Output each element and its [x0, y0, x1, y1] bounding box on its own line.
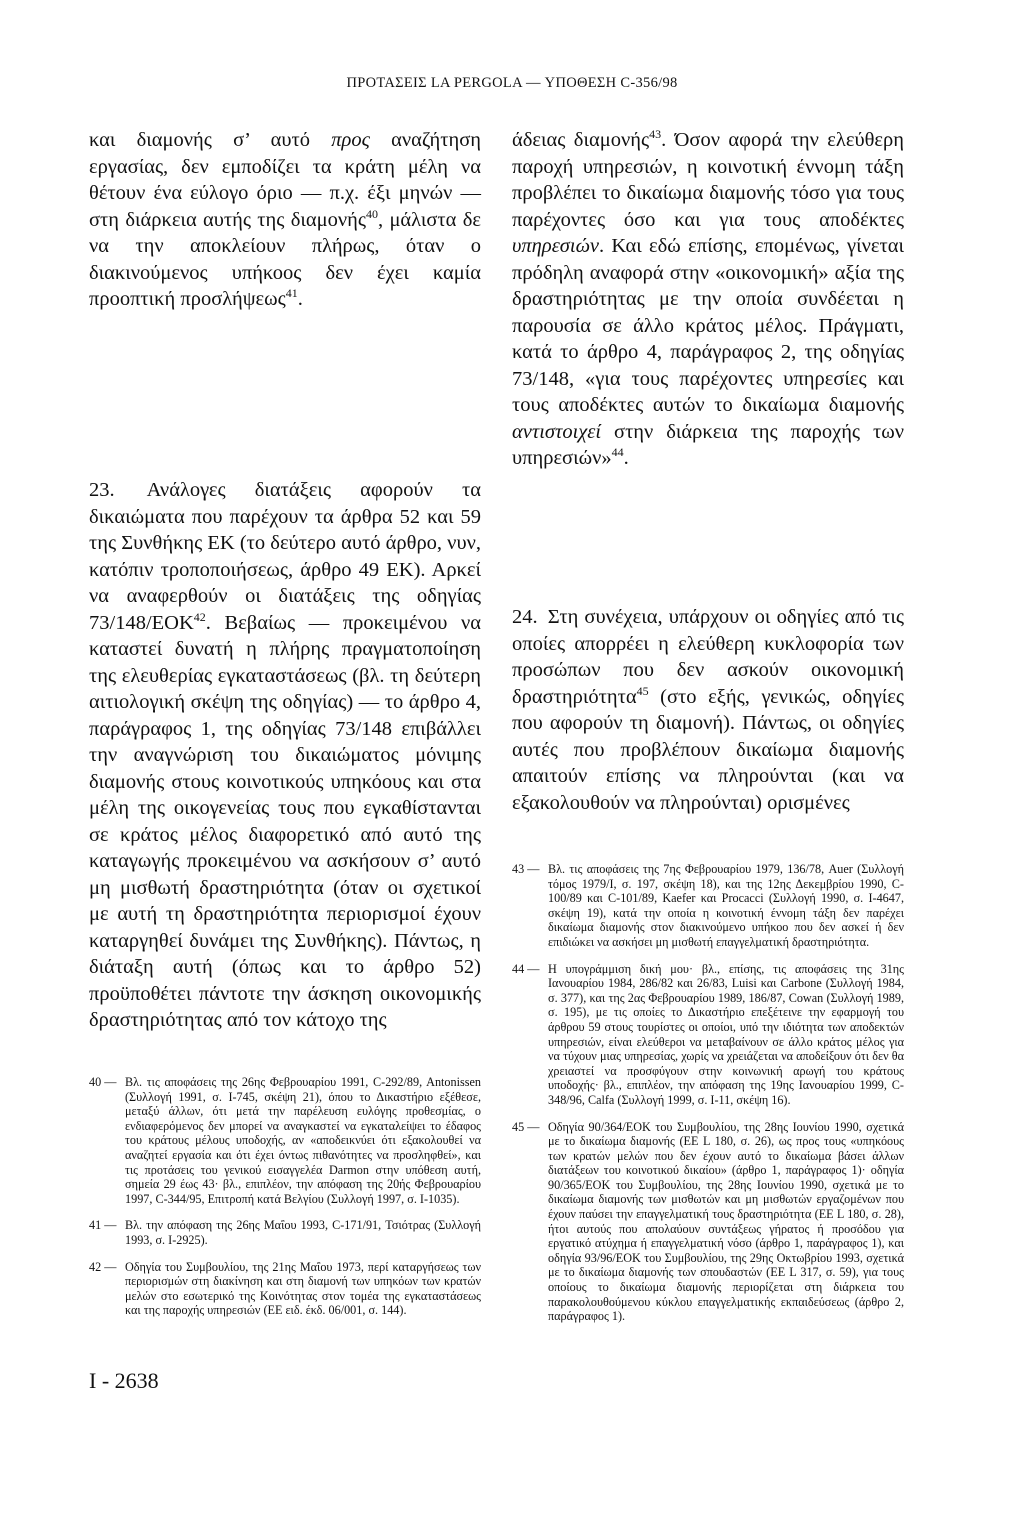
left-column-top: [89, 127, 481, 313]
paragraph-24: 24. Στη συνέχεια, υπάρχουν οι οδηγίες από τις οποίες απορρέει η ελεύθερη κυκλοφορία των προσώπων που δεν ασκούν οικονομική δραστηριότητα$^{45}$ (στο εξής, γενικώς, οδηγίες που αφορούν τη διαμονή). Πάντως, οι οδηγίες αυτές που προβλέπουν δικαίωμα διαμονής απαιτούν επίσης να πληρούνται (και να εξακολουθούν να πληρούνται) ορισμένες: [512, 606, 904, 814]
footnote-45: 45 — Οδηγία 90/364/ΕΟΚ του Συμβουλίου, της 28ης Ιουνίου 1990, σχετικά με το δικαίωμα διαμονής (ΕΕ L 180, σ. 26), ως προς τους «υπηκόους των κρατών μελών που δεν έχουν αυτό το δικαίωμα βάσει άλλων διατάξεων του κοινοτικού δικαίου» (άρθρο 1, παράγραφος 1)· οδηγία 90/365/ΕΟΚ του Συμβουλίου, της 28ης Ιουνίου 1990, σχετικά με το δικαίωμα διαμονής των μισθωτών και μη μισθωτών εργαζομένων που έχουν παύσει την επαγγελματική τους δραστηριότητα (ΕΕ L 180, σ. 28), ήτοι αυτούς που απολαύουν συντάξεως γήρατος ή προσόδου για εργατικό ατύχημα ή επαγγελματική νόσο (άρθρο 1, παράγραφος 1), και οδηγία 93/96/ΕΟΚ του Συμβουλίου, της 29ης Οκτωβρίου 1993, σχετικά με το δικαίωμα διαμονής των σπουδαστών (ΕΕ L 317, σ. 59), για τους οποίους το δικαίωμα διαμονής περιορίζεται στη διάρκεια του παρακολουθούμενου κύκλου επαγγελματικής εκπαιδεύσεως (άρθρο 2, παράγραφος 1).: [512, 1119, 904, 1324]
paragraph-number: 24.: [512, 606, 538, 628]
footnote-42: 42 — Οδηγία του Συμβουλίου, της 21ης Μαΐου 1973, περί καταργήσεως των περιορισμών στη διακίνηση και στη διαμονή των υπηκόων των κρατών μελών στο εσωτερικό της Κοινότητας στον τομέα της εγκαταστάσεως και της παροχής υπηρεσιών (ΕΕ ειδ. έκδ. 06/001, σ. 144).: [89, 1259, 481, 1318]
page-number: I - 2638: [89, 1368, 159, 1393]
footnote-40: 40 — Βλ. τις αποφάσεις της 26ης Φεβρουαρίου 1991, C-292/89, Antonissen (Συλλογή 1991, σ. I-745, σκέψη 21), όπου το Δικαστήριο εξέθεσε, μεταξύ άλλων, ότι μετά την παρέλευση ευλόγης προθεσμίας, ο ενδιαφερόμενος δεν μπορεί να αναγκαστεί να εγκαταλείψει το έδαφος του κράτους μέλους υποδοχής, αν «αποδεικνύει ότι εξακολουθεί να αναζητεί εργασία και ότι έχει όντως πιθανότητες να προσληφθεί», και τις προτάσεις του γενικού εισαγγελέα Darmon στην υπόθεση αυτή, σημεία 29 έως 43· βλ., επιπλέον, την απόφαση της 20ής Φεβρουαρίου 1997, C-344/95, Επιτροπή κατά Βελγίου (Συλλογή 1997, σ. I-1035).: [89, 1075, 481, 1206]
left-column-para-23: [89, 477, 481, 1034]
paragraph-number: 23.: [89, 479, 115, 501]
footnote-ref[interactable]: 41: [285, 286, 298, 301]
running-header: ΠΡΟΤΑΣΕΙΣ LA PERGOLA — ΥΠΟΘΕΣΗ C-356/98: [346, 75, 678, 91]
footnote-ref[interactable]: 43: [649, 127, 662, 142]
left-footnotes: [89, 1075, 481, 1330]
right-footnotes: [512, 862, 904, 1336]
footnote-44: 44 — Η υπογράμμιση δική μου· βλ., επίσης, τις αποφάσεις της 31ης Ιανουαρίου 1984, 286/82 και 26/83, Luisi και Carbone (Συλλογή 1984, σ. 377), και της 2ας Φεβρουαρίου 1989, 186/87, Cowan (Συλλογή 1989, σ. 195), με τις οποίες το Δικαστήριο επεξέτεινε την εφαρμογή του άρθρου 59 στους τουρίστες οι οποίοι, υπό την ιδιότητα των αποδεκτών υπηρεσιών, είναι ελεύθεροι να μεταβαίνουν σε άλλο κράτος μέλος για να τύχουν μιας υπηρεσίας, χωρίς να χρειάζεται να αποδείξουν ότι δεν θα χρειαστεί να προσφύγουν στην κοινωνική αρωγή του κράτους υποδοχής· βλ., επιπλέον, την απόφαση της 19ης Ιανουαρίου 1999, C-348/96, Calfa (Συλλογή 1999, σ. I-11, σκέψη 16).: [512, 961, 904, 1107]
footnote-ref[interactable]: 42: [193, 609, 206, 624]
footnote-ref[interactable]: 45: [636, 683, 649, 698]
footnote-41: 41 — Βλ. την απόφαση της 26ης Μαΐου 1993, C-171/91, Τσιότρας (Συλλογή 1993, σ. I-2925).: [89, 1218, 481, 1247]
footnote-ref[interactable]: 40: [365, 206, 378, 221]
paragraph-23: 23. Ανάλογες διατάξεις αφορούν τα δικαιώματα που παρέχουν τα άρθρα 52 και 59 της Συνθήκης ΕΚ (το δεύτερο αυτό άρθρο, νυν, κατόπιν τροποποιήσεως, άρθρο 49 ΕΚ). Αρκεί να αναφερθούν οι διατάξεις της οδηγίας 73/148/ΕΟΚ$^{42}$. Βεβαίως — προκειμένου να καταστεί δυνατή η πλήρης πραγματοποίηση της ελευθερίας εγκαταστάσεως (βλ. τη δεύτερη αιτιολογική σκέψη της οδηγίας) — το άρθρο 4, παράγραφος 1, της οδηγίας 73/148 επιβάλλει την αναγνώριση του δικαιώματος μόνιμης διαμονής στους κοινοτικούς υπηκόους και στα μέλη της οικογενείας τους που εγκαθίστανται σε κράτος μέλος διαφορετικό από αυτό της καταγωγής προκειμένου να ασκήσουν σ’ αυτό μη μισθωτή δραστηριότητα (όταν οι σχετικοί με αυτή τη δραστηριότητα περιορισμοί έχουν καταργηθεί δυνάμει της Συνθήκης). Πάντως, η διάταξη αυτή (όπως και το άρθρο 52) προϋποθέτει πάντοτε την άσκηση οικονομικής δραστηριότητας από τον κάτοχο της: [89, 479, 481, 1031]
right-column-para-24: [512, 604, 904, 816]
footnote-ref[interactable]: 44: [611, 445, 624, 460]
right-column-top: [512, 127, 904, 472]
footnote-43: 43 — Βλ. τις αποφάσεις της 7ης Φεβρουαρίου 1979, 136/78, Auer (Συλλογή τόμος 1979/I, σ. 197, σκέψη 18), και της 12ης Δεκεμβρίου 1990, C-100/89 και C-101/89, Kaefer και Procacci (Συλλογή 1990, σ. I-4647, σκέψη 19), κατά την οποία η κοινοτική έννομη τάξη δεν παρέχει δικαίωμα διαμονής στον διακινούμενο υπήκοο που δεν ασκεί ή δεν επιδιώκει να ασκήσει μη μισθωτή επαγγελματική δραστηριότητα.: [512, 862, 904, 949]
paragraph-continuation: και διαμονής σ’ αυτό προς αναζήτηση εργασίας, δεν εμποδίζει τα κράτη μέλη να θέτουν ένα εύλογο όριο — π.χ. έξι μηνών — στη διάρκεια αυτής της διαμονής$^{40}$, μάλιστα δε να την αποκλείουν πλήρως, όταν ο διακινούμενος υπήκοος δεν έχει καμία προοπτική προσλήψεως$^{41}$.: [89, 129, 482, 310]
paragraph-continuation-right: άδειας διαμονής$^{43}$. Όσον αφορά την ελεύθερη παροχή υπηρεσιών, η κοινοτική έννομη τάξη προβλέπει το δικαίωμα διαμονής τόσο για τους παρέχοντες όσο και για τους αποδέκτες υπηρεσιών. Και εδώ επίσης, επομένως, γίνεται πρόδηλη αναφορά στην «οικονομική» αξία της δραστηριότητας με την οποία συνδέεται η παρουσία σε άλλο κράτος μέλος. Πράγματι, κατά το άρθρο 4, παράγραφος 2, της οδηγίας 73/148, «για τους παρέχοντες υπηρεσίες και τους αποδέκτες αυτών το δικαίωμα διαμονής αντιστοιχεί στην διάρκεια της παροχής των υπηρεσιών»$^{44}$.: [512, 127, 904, 469]
